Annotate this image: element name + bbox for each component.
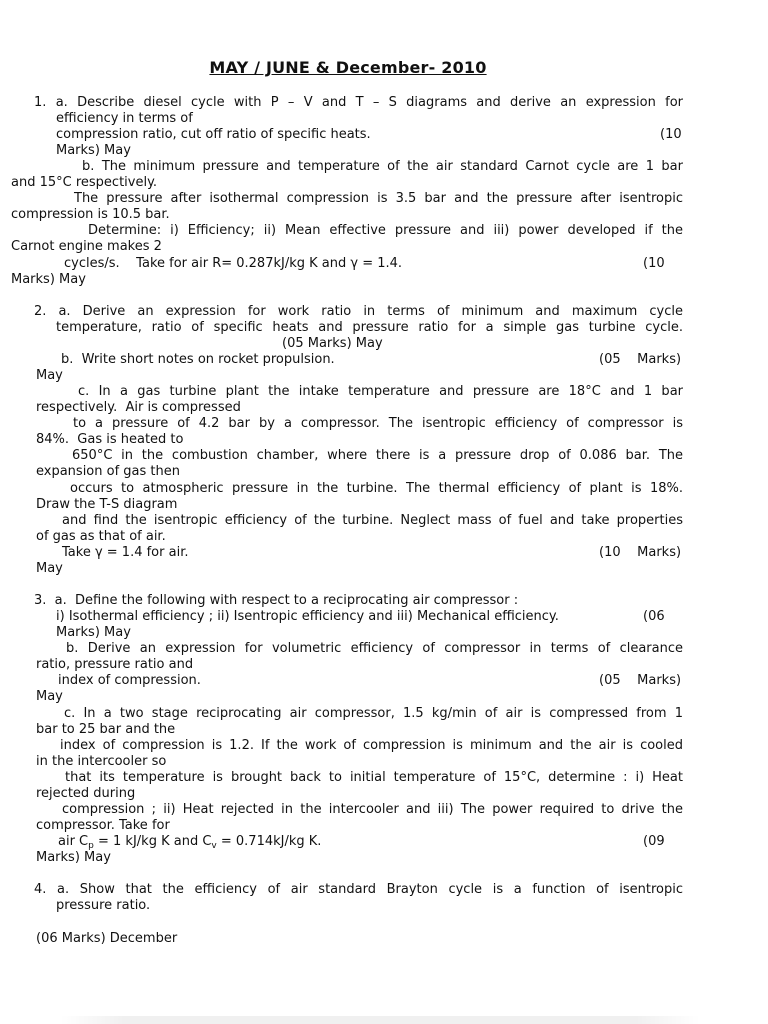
q1b-line-1: b. The minimum pressure and temperature of the air standard Carnot cycle are 1 bar <box>82 159 683 174</box>
q1b-marks-session: Marks) May <box>11 272 86 287</box>
page-title: MAY / JUNE & December- 2010 <box>209 58 487 77</box>
q2c-line-11: Take γ = 1.4 for air. <box>62 545 189 560</box>
q1b-line-3: The pressure after isothermal compression is 3.5 bar and the pressure after isentropic <box>74 191 683 206</box>
q1b-line-2: and 15°C respectively. <box>11 175 158 190</box>
q3c-line-5: that its temperature is brought back to initial temperature of 15°C, determine : i) Heat <box>65 770 683 785</box>
q2c-marks: (10 Marks) <box>599 545 682 560</box>
q4a-marks: (06 Marks) December <box>36 931 178 946</box>
q1b-line-7: cycles/s. Take for air R= 0.287kJ/kg K and γ = 1.4. <box>64 256 403 271</box>
q2b-marks-session: May <box>36 368 63 383</box>
q3a-line-1: 3. a. Define the following with respect to a reciprocating air compressor : <box>34 593 519 608</box>
q3b-marks: (05 Marks) <box>599 673 682 688</box>
q3b-marks-session: May <box>36 689 63 704</box>
q2c-line-6: expansion of gas then <box>36 464 180 479</box>
q2c-line-7: occurs to atmospheric pressure in the turbine. The thermal efficiency of plant is 18%. <box>70 481 683 496</box>
q3a-marks: (06 <box>643 609 665 624</box>
q2c-line-5: 650°C in the combustion chamber, where there is a pressure drop of 0.086 bar. The <box>72 448 683 463</box>
q3c-marks-session: Marks) May <box>36 850 111 865</box>
q2c-line-10: of gas as that of air. <box>36 529 166 544</box>
q3b-line-2: ratio, pressure ratio and <box>36 657 194 672</box>
q4a-line-1: 4. a. Show that the efficiency of air standard Brayton cycle is a function of isentropic <box>34 882 683 897</box>
q2a-marks: (05 Marks) May <box>282 336 383 351</box>
q1a-line-3: compression ratio, cut off ratio of specific heats. <box>56 127 371 142</box>
q4a-line-2: pressure ratio. <box>56 898 151 913</box>
q2c-line-8: Draw the T-S diagram <box>36 497 178 512</box>
q2c-marks-session: May <box>36 561 63 576</box>
q2c-line-3: to a pressure of 4.2 bar by a compressor. The isentropic efficiency of compressor is <box>73 416 683 431</box>
q2a-line-2: temperature, ratio of specific heats and pressure ratio for a simple gas turbine cycle. <box>56 320 683 335</box>
q2c-line-4: 84%. Gas is heated to <box>36 432 184 447</box>
q3b-line-3: index of compression. <box>58 673 201 688</box>
q3c-line-6: rejected during <box>36 786 136 801</box>
q3c-marks: (09 <box>643 834 665 849</box>
q1b-line-4: compression is 10.5 bar. <box>11 207 170 222</box>
q2b-marks: (05 Marks) <box>599 352 682 367</box>
q3c-line-8: compressor. Take for <box>36 818 170 833</box>
q3a-line-2: i) Isothermal efficiency ; ii) Isentropic efficiency and iii) Mechanical efficiency. <box>56 609 559 624</box>
q3c-line-2: bar to 25 bar and the <box>36 722 176 737</box>
q2a-line-1: 2. a. Derive an expression for work ratio in terms of minimum and maximum cycle <box>34 304 683 319</box>
q3c-line-4: in the intercooler so <box>36 754 167 769</box>
cut-off-text-row <box>60 1016 700 1024</box>
q2c-line-2: respectively. Air is compressed <box>36 400 241 415</box>
q1a-line-1: 1. a. Describe diesel cycle with P – V and T – S diagrams and derive an expression for <box>34 95 683 110</box>
q1a-marks: (10 <box>660 127 682 142</box>
q1b-line-6: Carnot engine makes 2 <box>11 239 162 254</box>
q3c-line-3: index of compression is 1.2. If the work of compression is minimum and the air is cooled <box>60 738 683 753</box>
q3c-line-9: air $C_p = 1$ kJ/kg K and $C_v = 0.714kJ/kg$ K. <box>58 834 322 851</box>
q1b-marks: (10 <box>643 256 665 271</box>
q3b-line-1: b. Derive an expression for volumetric efficiency of compressor in terms of clearance <box>66 641 683 656</box>
q3c-line-7: compression ; ii) Heat rejected in the intercooler and iii) The power required to drive the <box>62 802 683 817</box>
q3c-line-1: c. In a two stage reciprocating air compressor, 1.5 kg/min of air is compressed from 1 <box>64 706 683 721</box>
q2b-line-1: b. Write short notes on rocket propulsion. <box>61 352 335 367</box>
q3a-marks-session: Marks) May <box>56 625 131 640</box>
q1a-marks-session: Marks) May <box>56 143 131 158</box>
q1b-line-5: Determine: i) Efficiency; ii) Mean effective pressure and iii) power developed if the <box>88 223 683 238</box>
q2c-line-1: c. In a gas turbine plant the intake temperature and pressure are 18°C and 1 bar <box>78 384 683 399</box>
q2c-line-9: and find the isentropic efficiency of the turbine. Neglect mass of fuel and take properties <box>62 513 683 528</box>
q1a-line-2: efficiency in terms of <box>56 111 193 126</box>
